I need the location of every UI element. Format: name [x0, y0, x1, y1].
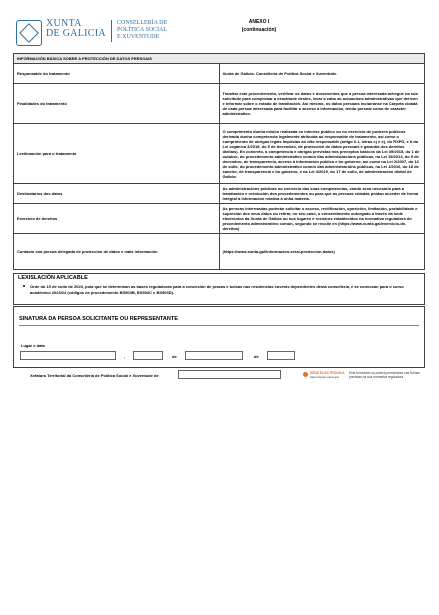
de-separator: de [254, 354, 259, 359]
row-label: Lexitimación para o tratamento [14, 124, 220, 184]
table-row [14, 64, 425, 84]
table-row [14, 184, 425, 204]
row-label: Responsable do tratamento [14, 64, 220, 84]
xunta-logo [16, 18, 216, 48]
row-value: Tramitar este procedemento, verificar os datos e documentos que a persoa interesada achegue na súa solicitude para comprobar a exactitude destes, levar a cabo as actuacións administrativas que deriven e informar sobre o estado de tramitación. Así mesmo, os datos persoais incluíranse na Carpeta cidadá de cada persoa interesada para facilitar o acceso á información, tendo persoal como de carácter administrativo. [219, 84, 425, 124]
data-protection-table [13, 53, 425, 270]
row-value: O cumprimento dunha misión realizada en interese público ou no exercicio de poderes públicos derivada dunha competencia legalmente atribuída ao responsable do tratamento, así como o cumprimento de obrigas legais impostas ao dito responsable (artigo 6.1, letras c) e e), do RXPD, e 8 da Lei orgánica 3/2018, do 5 de decembro, de protección de datos persoais e garantía dos dereitos dixitais). En concreto, a competencia e obrigas previstas nos preceptos básicos da Lei 39/2015, do 1 de outubro, do procedemento administrativo común das administracións públicas, na Lei 19/2013, do 9 de decembro, de transparencia, acceso á información pública e bo goberno, así como na Lei 2/2007, do 13 de xullo, do procedemento administrativo común das administracións públicas, na Lei 1/2016, do 18 de xaneiro, de transparencia e bo goberno, e na Lei 4/2019, do 17 de xullo, de administración dixital de Galicia. [219, 124, 425, 184]
row-label: Contacto coa persoa delegada de protección de datos e máis información [14, 234, 220, 270]
sede-name: SEDE ELECTRÓNICA [310, 371, 345, 375]
document-header [14, 14, 425, 54]
de-separator: de [172, 354, 177, 359]
signature-divider [19, 325, 419, 326]
row-label: Exercicio de dereitos [14, 204, 220, 234]
row-label: Destinatarios dos datos [14, 184, 220, 204]
office-label: Xefatura Territorial da Consellería de Política Social e Xuventude de [30, 373, 159, 378]
row-value: (https://www.xunta.gal/informacion-xeral-proteccion-datos) [219, 234, 425, 270]
year-field[interactable] [267, 351, 295, 360]
table-row [14, 84, 425, 124]
legislation-section [13, 273, 425, 305]
sede-url[interactable]: https://sede.xunta.gal [310, 375, 339, 379]
row-value: As administracións públicas no exercicio das súas competencias, cando sexa necesario para a tramitación e resolución dos procedementos ou para que as persoas cidadás poidan acceder de forma integral á información relativa a unha materia. [219, 184, 425, 204]
legislation-title: LEXISLACIÓN APLICABLE [18, 275, 88, 281]
data-protection-title: INFORMACIÓN BÁSICA SOBRE A PROTECCIÓN DE DATOS PERSOAIS [14, 54, 425, 64]
annex-title: ANEXO I [248, 19, 270, 25]
legislation-item: Orde do 19 de xullo de 2023, pola que se determinan as bases reguladoras para a concesión de prazas e bolsas nas residencias xuvenís dependentes desta consellería, e se convocan para o curso académico 2023/24 (códigos de procedemento BS503B, BS503C e BS503D). [30, 284, 404, 295]
logo-title: XUNTA DE GALICIA [46, 18, 106, 39]
comma-separator: , [124, 354, 126, 359]
table-row [14, 124, 425, 184]
date-label: Lugar e data [21, 343, 45, 348]
logo-subtitle: CONSELLERÍA DE POLÍTICA SOCIAL E XUVENTUDE [117, 20, 168, 40]
data-protection-header [14, 54, 425, 64]
sede-icon [303, 372, 308, 377]
signature-section [13, 306, 425, 368]
table-row [14, 204, 425, 234]
annex-heading [219, 18, 299, 34]
office-field[interactable] [178, 370, 281, 379]
xunta-emblem-icon [16, 20, 42, 46]
row-label: Finalidades do tratamento [14, 84, 220, 124]
signature-title: SINATURA DA PERSOA SOLICITANTE OU REPRESENTANTE [19, 316, 178, 322]
bullet-icon [23, 285, 25, 287]
row-value: Xunta de Galicia. Consellería de Política Social e Xuventude. [219, 64, 425, 84]
day-field[interactable] [133, 351, 163, 360]
annex-subtitle: (continuación) [241, 27, 277, 33]
sede-note: Este formulario só poderá presentarse nas formas previstas na súa normativa reguladora [349, 371, 420, 380]
table-row [14, 234, 425, 270]
place-field[interactable] [20, 351, 116, 360]
logo-divider [111, 20, 112, 42]
row-value: As persoas interesadas poderán solicitar o acceso, rectificación, oposición, limitación, portabilidade e supresión dos seus datos ou retirar, no seu caso, o consentimento outorgado a través da sede electrónica da Xunta de Galicia ou nos lugares e rexistros establecidos na normativa reguladora do procedemento administrativo común, segundo se recolle en (https://www.xunta.gal/exercicio-de-dereitos) [219, 204, 425, 234]
month-field[interactable] [185, 351, 243, 360]
